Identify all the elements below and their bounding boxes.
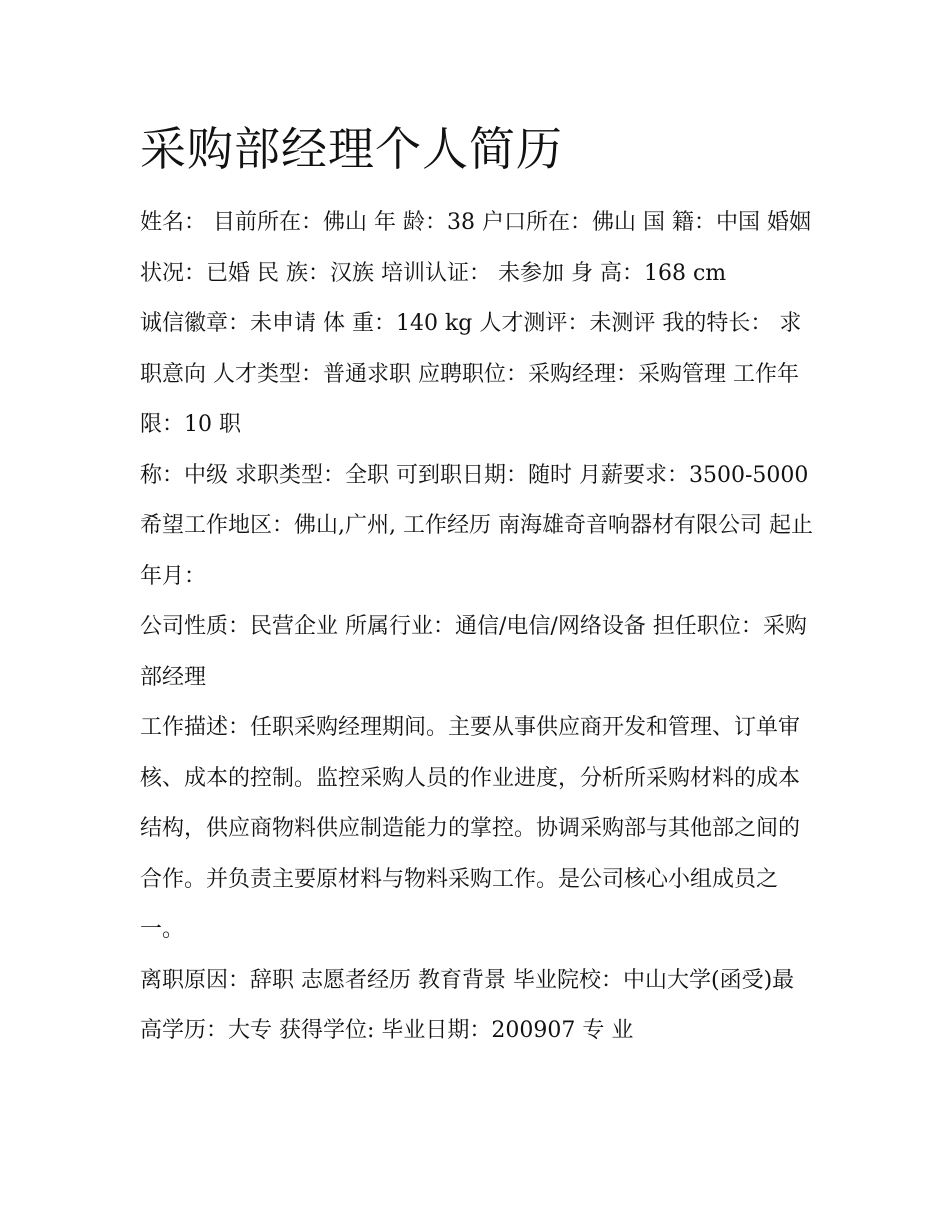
paragraph-education: 离职原因：辞职 志愿者经历 教育背景 毕业院校：中山大学(函受)最高学历：大专 获得学位: 毕业日期：200907 专 业 [140,967,795,1043]
paragraph-job-intention: 诚信徽章：未申请 体 重：140 kg 人才测评：未测评 我的特长： 求职意向 人才类型：普通求职 应聘职位：采购经理：采购管理 工作年限：10 职 [140,311,802,437]
page-title: 采购部经理个人简历 [140,122,563,176]
paragraph-company-info: 公司性质：民营企业 所属行业：通信/电信/网络设备 担任职位：采购部经理 [140,614,807,690]
paragraph-personal-info: 姓名： 目前所在：佛山 年 龄：38 户口所在：佛山 国 籍：中国 婚姻状况：已婚 民 族：汉族 培训认证： 未参加 身 高：168 cm [140,210,811,286]
document-body [140,118,815,1057]
paragraph-job-description: 工作描述：任职采购经理期间。主要从事供应商开发和管理、订单审核、成本的控制。监控采购人员的作业进度，分析所采购材料的成本结构，供应商物料供应制造能力的掌控。协调采购部与其他部之间的合作。并负责主要原材料与物料采购工作。是公司核心小组成员之一。 [140,715,801,942]
paragraph-work-experience: 称：中级 求职类型：全职 可到职日期：随时 月薪要求：3500-5000 希望工作地区：佛山,广州, 工作经历 南海雄奇音响器材有限公司 起止年月： [140,462,813,589]
